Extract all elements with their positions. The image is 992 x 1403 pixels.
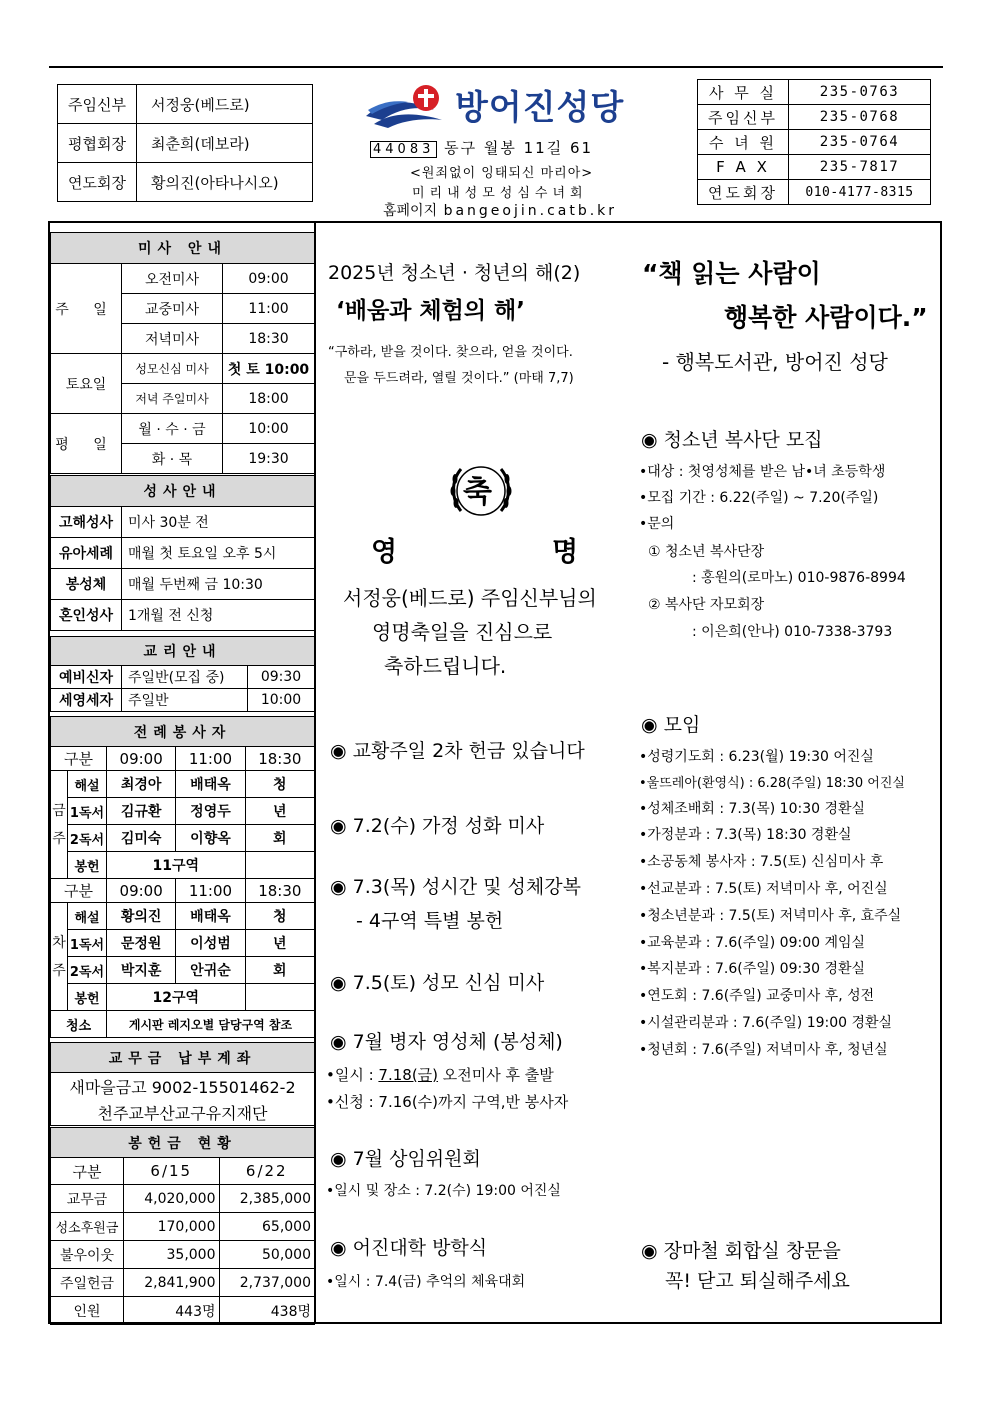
weekday-label: 평 일 bbox=[51, 414, 122, 474]
rain-notice-2: 꼭! 닫고 퇴실해주세요 bbox=[665, 1270, 850, 1292]
liturgy-cleaning: 게시판 레지오별 담당구역 참조 bbox=[107, 1011, 315, 1038]
doctrine-class: 주일반 bbox=[122, 689, 248, 712]
offering-amount: 443명 bbox=[124, 1297, 220, 1325]
altar-line: ② 복사단 자모회장 bbox=[648, 597, 765, 613]
liturgy-youth: 청 bbox=[245, 903, 314, 930]
account-table bbox=[50, 1042, 315, 1126]
feast-line-1: 서정웅(베드로) 주임신부님의 bbox=[343, 586, 597, 610]
mass-time: 18:00 bbox=[223, 384, 315, 414]
liturgy-person: 이향옥 bbox=[176, 825, 245, 852]
homepage-label: 홈페이지 bbox=[383, 203, 438, 219]
liturgy-role: 1독서 bbox=[68, 798, 107, 825]
this-week-label-2: 주 bbox=[52, 830, 66, 847]
offering-header: 구분 bbox=[51, 1158, 124, 1185]
offering-header: 6/22 bbox=[219, 1158, 315, 1185]
mass-time: 첫 토 10:00 bbox=[223, 354, 315, 384]
offering-category: 인원 bbox=[51, 1297, 124, 1325]
meeting-item: •가정분과 : 7.3(목) 18:30 경환실 bbox=[639, 827, 852, 843]
liturgy-role: 2독서 bbox=[68, 825, 107, 852]
altar-line: •모집 기간 : 6.22(주일) ~ 7.20(주일) bbox=[639, 490, 879, 506]
meeting-item: •연도회 : 7.6(주일) 교중미사 후, 성전 bbox=[639, 988, 875, 1004]
liturgy-person: 김규환 bbox=[107, 798, 176, 825]
liturgy-role: 봉헌 bbox=[68, 984, 107, 1011]
liturgy-youth: 회 bbox=[245, 957, 314, 984]
mass-name: 오전미사 bbox=[122, 264, 223, 294]
contact-phone: 010-4177-8315 bbox=[789, 180, 931, 205]
doctrine-table bbox=[50, 636, 315, 712]
liturgy-time: 09:00 bbox=[107, 747, 176, 771]
year-subtitle: ‘배움과 체험의 해’ bbox=[336, 298, 526, 324]
sacrament-table bbox=[50, 475, 315, 631]
notice-sick-communion: ◉ 7월 병자 영성체 (봉성체) bbox=[330, 1031, 563, 1053]
sacrament-name: 봉성체 bbox=[51, 569, 122, 600]
account-number: 새마을금고 9002-15501462-2 bbox=[51, 1073, 315, 1100]
altar-servers-title: ◉ 청소년 복사단 모집 bbox=[641, 429, 823, 451]
mass-name: 성모신심 미사 bbox=[122, 354, 223, 384]
mass-time: 19:30 bbox=[223, 444, 315, 474]
offering-amount: 2,737,000 bbox=[219, 1269, 315, 1297]
offering-category: 성소후원금 bbox=[51, 1213, 124, 1241]
mass-name: 저녁미사 bbox=[122, 324, 223, 354]
meeting-item: •선교분과 : 7.5(토) 저녁미사 후, 어진실 bbox=[639, 881, 888, 897]
sacrament-time: 미사 30분 전 bbox=[122, 507, 315, 538]
liturgy-offering: 11구역 bbox=[107, 852, 246, 879]
contact-label: F A X bbox=[698, 155, 789, 180]
contact-phone: 235-0768 bbox=[789, 105, 931, 130]
liturgy-offering: 12구역 bbox=[107, 984, 246, 1011]
mass-time: 09:00 bbox=[223, 264, 315, 294]
church-logo-icon bbox=[364, 80, 454, 132]
offering-category: 교무금 bbox=[51, 1185, 124, 1213]
offering-header: 6/15 bbox=[124, 1158, 220, 1185]
top-rule bbox=[49, 66, 943, 68]
contact-label: 연도회장 bbox=[698, 180, 789, 205]
leader-role: 평협회장 bbox=[58, 124, 137, 163]
meeting-item: •울뜨레아(환영식) : 6.28(주일) 18:30 어진실 bbox=[639, 776, 905, 791]
leader-role: 연도회장 bbox=[58, 163, 137, 202]
altar-line: : 이은희(안나) 010-7338-3793 bbox=[692, 624, 893, 640]
liturgy-role: 2독서 bbox=[68, 957, 107, 984]
offering-amount: 2,841,900 bbox=[124, 1269, 220, 1297]
account-holder: 천주교부산교구유지재단 bbox=[51, 1099, 315, 1126]
sacrament-name: 유아세례 bbox=[51, 538, 122, 569]
mass-name: 교중미사 bbox=[122, 294, 223, 324]
sacrament-time: 매월 첫 토요일 오후 5시 bbox=[122, 538, 315, 569]
liturgy-youth: 년 bbox=[245, 930, 314, 957]
liturgy-person: 정영두 bbox=[176, 798, 245, 825]
doctrine-time: 09:30 bbox=[248, 666, 315, 689]
mass-name: 화 · 목 bbox=[122, 444, 223, 474]
liturgy-col-label: 구분 bbox=[51, 747, 107, 771]
contact-table bbox=[697, 79, 931, 205]
quote-line-2: 문을 두드려라, 열릴 것이다.” (마태 7,7) bbox=[344, 371, 574, 386]
offering-amount: 2,385,000 bbox=[219, 1185, 315, 1213]
meetings-title: ◉ 모임 bbox=[641, 714, 701, 736]
liturgy-person: 배태옥 bbox=[176, 771, 245, 798]
meeting-item: •교육분과 : 7.6(주일) 09:00 계임실 bbox=[639, 935, 866, 951]
leader-name: 최춘희(데보라) bbox=[137, 124, 313, 163]
leader-role: 주임신부 bbox=[58, 85, 137, 124]
this-week-label-1: 금 bbox=[52, 802, 66, 819]
liturgy-person: 최경아 bbox=[107, 771, 176, 798]
mass-title: 미사 안내 bbox=[51, 233, 315, 264]
address-line bbox=[370, 137, 593, 158]
meeting-item: •청년회 : 7.6(주일) 저녁미사 후, 청년실 bbox=[639, 1042, 888, 1058]
homepage-url[interactable]: bangeojin.catb.kr bbox=[443, 203, 618, 219]
slogan-line-1: “책 읽는 사람이 bbox=[642, 259, 821, 288]
rain-notice-1: ◉ 장마철 회합실 창문을 bbox=[641, 1240, 841, 1262]
offering-title: 봉헌금 현황 bbox=[51, 1128, 315, 1158]
notice-pope-sunday: ◉ 교황주일 2차 헌금 있습니다 bbox=[330, 740, 585, 762]
church-name: 방어진성당 bbox=[455, 88, 625, 128]
leader-name: 서정웅(베드로) bbox=[137, 85, 313, 124]
liturgy-person: 김미숙 bbox=[107, 825, 176, 852]
contact-phone: 235-7817 bbox=[789, 155, 931, 180]
offering-category: 주일헌금 bbox=[51, 1269, 124, 1297]
sick-apply-line: •신청 : 7.16(수)까지 구역,반 봉사자 bbox=[326, 1093, 569, 1111]
mass-time: 18:30 bbox=[223, 324, 315, 354]
contact-phone: 235-0763 bbox=[789, 80, 931, 105]
meeting-item: •청소년분과 : 7.5(토) 저녁미사 후, 효주실 bbox=[639, 908, 902, 924]
sacrament-name: 고해성사 bbox=[51, 507, 122, 538]
contact-label: 수 녀 원 bbox=[698, 130, 789, 155]
quote-line-1: “구하라, 받을 것이다. 찾으라, 얻을 것이다. bbox=[328, 345, 573, 360]
mass-name: 월 · 수 · 금 bbox=[122, 414, 223, 444]
liturgy-role: 1독서 bbox=[68, 930, 107, 957]
notice-family-mass: ◉ 7.2(수) 가정 성화 미사 bbox=[330, 815, 545, 837]
liturgy-time: 11:00 bbox=[176, 879, 245, 903]
committee-line: •일시 및 장소 : 7.2(수) 19:00 어진실 bbox=[326, 1183, 561, 1199]
liturgy-role: 봉헌 bbox=[68, 852, 107, 879]
sacrament-title: 성사안내 bbox=[51, 476, 315, 507]
offering-category: 불우이웃 bbox=[51, 1241, 124, 1269]
sick-date: 7.18(금) bbox=[378, 1066, 439, 1084]
mass-time: 11:00 bbox=[223, 294, 315, 324]
meeting-item: •소공동체 봉사자 : 7.5(토) 신심미사 후 bbox=[639, 854, 884, 870]
celebrate-char: 축 bbox=[463, 475, 492, 510]
liturgy-time: 18:30 bbox=[245, 879, 314, 903]
next-week-label bbox=[51, 903, 68, 1011]
liturgy-time: 11:00 bbox=[176, 747, 245, 771]
slogan-line-2: 행복한 사람이다.” bbox=[724, 303, 928, 332]
altar-line: •대상 : 첫영성체를 받은 남•녀 초등학생 bbox=[639, 464, 886, 480]
liturgy-role: 해설 bbox=[68, 771, 107, 798]
liturgy-col-label: 구분 bbox=[51, 879, 107, 903]
motto-line-2: 미리내성모성심수녀회 bbox=[412, 186, 588, 201]
leaders-table bbox=[57, 84, 313, 202]
liturgy-person: 안귀순 bbox=[176, 957, 245, 984]
sick-date-suffix: 오전미사 후 출발 bbox=[438, 1066, 554, 1084]
notice-holy-hour: ◉ 7.3(목) 성시간 및 성체강복 bbox=[330, 876, 581, 898]
next-week-label-2: 주 bbox=[52, 962, 66, 979]
offering-amount: 4,020,000 bbox=[124, 1185, 220, 1213]
altar-line: •문의 bbox=[639, 516, 675, 532]
meeting-item: •성령기도회 : 6.23(월) 19:30 어진실 bbox=[639, 749, 874, 765]
liturgy-person: 이성범 bbox=[176, 930, 245, 957]
offering-amount: 438명 bbox=[219, 1297, 315, 1325]
postcode: 44083 bbox=[370, 141, 437, 158]
motto-line-1: <원죄없이 잉태되신 마리아> bbox=[410, 166, 594, 181]
leader-name: 황의진(아타나시오) bbox=[137, 163, 313, 202]
sacrament-time: 1개월 전 신청 bbox=[122, 600, 315, 631]
liturgy-time: 09:00 bbox=[107, 879, 176, 903]
liturgy-youth: 년 bbox=[245, 798, 314, 825]
offering-table bbox=[50, 1127, 315, 1325]
contact-label: 주임신부 bbox=[698, 105, 789, 130]
liturgy-person: 박지훈 bbox=[107, 957, 176, 984]
liturgy-role: 해설 bbox=[68, 903, 107, 930]
feast-title-a: 영 bbox=[371, 537, 398, 568]
liturgy-youth: 청 bbox=[245, 771, 314, 798]
meeting-item: •시설관리분과 : 7.6(주일) 19:00 경환실 bbox=[639, 1015, 893, 1031]
doctrine-name: 세영세자 bbox=[51, 689, 122, 712]
offering-amount: 35,000 bbox=[124, 1241, 220, 1269]
offering-amount: 50,000 bbox=[219, 1241, 315, 1269]
notice-college: ◉ 어진대학 방학식 bbox=[330, 1237, 488, 1259]
mass-table bbox=[50, 232, 315, 474]
offering-amount: 170,000 bbox=[124, 1213, 220, 1241]
doctrine-time: 10:00 bbox=[248, 689, 315, 712]
liturgy-time: 18:30 bbox=[245, 747, 314, 771]
doctrine-title: 교리안내 bbox=[51, 637, 315, 666]
liturgy-role: 청소 bbox=[51, 1011, 107, 1038]
altar-line: : 홍원의(로마노) 010-9876-8994 bbox=[692, 570, 906, 586]
sacrament-time: 매월 두번째 금 10:30 bbox=[122, 569, 315, 600]
sacrament-name: 혼인성사 bbox=[51, 600, 122, 631]
notice-marian-mass: ◉ 7.5(토) 성모 신심 미사 bbox=[330, 972, 545, 994]
liturgy-youth: 회 bbox=[245, 825, 314, 852]
this-week-label bbox=[51, 771, 68, 879]
feast-line-3: 축하드립니다. bbox=[384, 654, 507, 678]
college-line: •일시 : 7.4(금) 추억의 체육대회 bbox=[326, 1274, 526, 1290]
year-title: 2025년 청소년 · 청년의 해(2) bbox=[328, 262, 581, 284]
mass-name: 저녁 주일미사 bbox=[122, 384, 223, 414]
offering-amount: 65,000 bbox=[219, 1213, 315, 1241]
homepage-line bbox=[383, 200, 617, 220]
meeting-item: •성체조배회 : 7.3(목) 10:30 경환실 bbox=[639, 801, 866, 817]
notice-holy-hour-sub: - 4구역 특별 봉헌 bbox=[356, 910, 504, 932]
sick-date-line bbox=[326, 1064, 554, 1085]
altar-line: ① 청소년 복사단장 bbox=[648, 544, 765, 560]
saturday-label: 토요일 bbox=[51, 354, 122, 414]
feast-line-2: 영명축일을 진심으로 bbox=[372, 620, 553, 644]
liturgy-title: 전례봉사자 bbox=[51, 717, 315, 747]
mass-time: 10:00 bbox=[223, 414, 315, 444]
doctrine-class: 주일반(모집 중) bbox=[122, 666, 248, 689]
liturgy-table bbox=[50, 716, 315, 1038]
meeting-item: •복지분과 : 7.6(주일) 09:30 경환실 bbox=[639, 961, 866, 977]
sick-date-prefix: •일시 : bbox=[326, 1066, 379, 1084]
next-week-label-1: 차 bbox=[52, 934, 66, 951]
feast-title-b: 명 bbox=[552, 537, 579, 568]
doctrine-name: 예비신자 bbox=[51, 666, 122, 689]
liturgy-person: 황의진 bbox=[107, 903, 176, 930]
address: 동구 월봉 11길 61 bbox=[444, 139, 594, 157]
slogan-line-3: - 행복도서관, 방어진 성당 bbox=[662, 350, 888, 374]
contact-label: 사 무 실 bbox=[698, 80, 789, 105]
liturgy-person: 배태옥 bbox=[176, 903, 245, 930]
contact-phone: 235-0764 bbox=[789, 130, 931, 155]
notice-committee: ◉ 7월 상임위원회 bbox=[330, 1148, 481, 1170]
liturgy-person: 문정원 bbox=[107, 930, 176, 957]
account-title: 교무금 납부계좌 bbox=[51, 1043, 315, 1073]
sunday-label: 주 일 bbox=[51, 264, 122, 354]
